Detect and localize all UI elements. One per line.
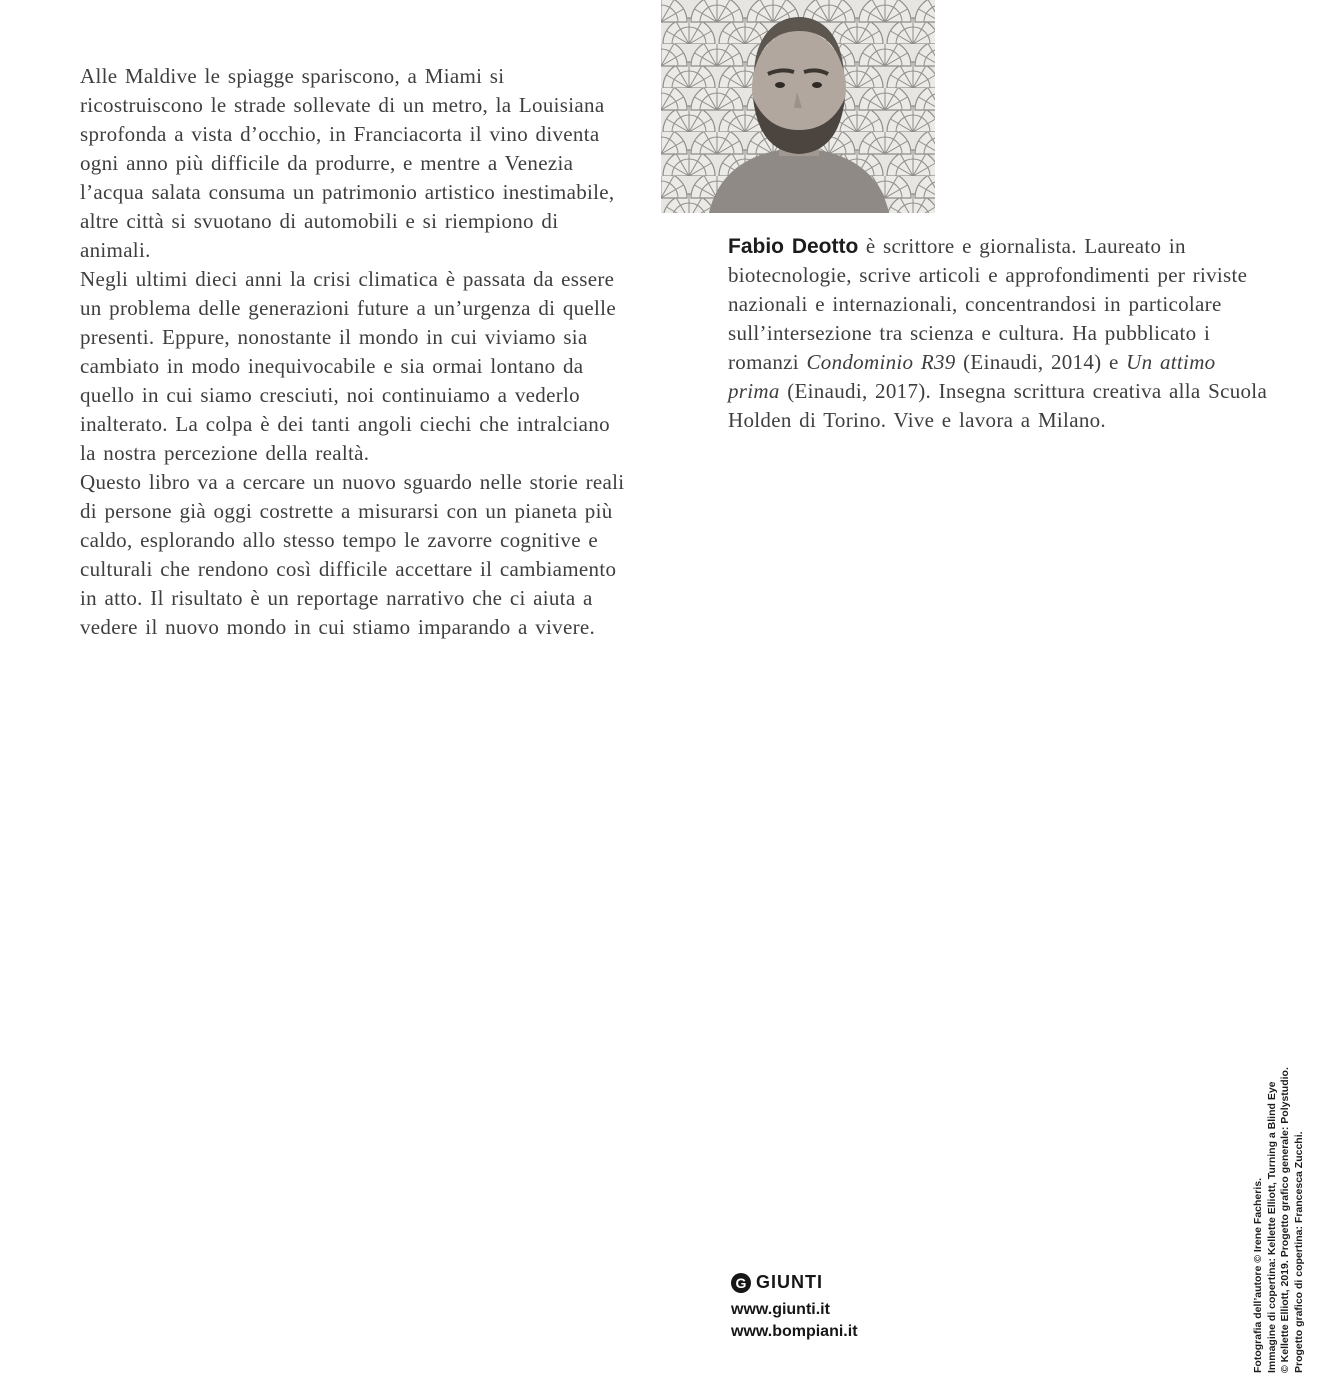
bio-segment: (Einaudi, 2014) e: [955, 350, 1127, 374]
author-bio: [728, 232, 1268, 435]
description-paragraph: Negli ultimi dieci anni la crisi climatica è passata da essere un problema delle generazioni future a un’urgenza di quelle presenti. Eppure, nonostante il mondo in cui viviamo sia cambiato in modo inequivocabile e sia ormai lontano da quello in cui siamo cresciuti, noi continuiamo a vederlo inalterato. La colpa è dei tanti angoli ciechi che intralciano la nostra percezione della realtà.: [80, 267, 616, 465]
publisher-footer: [731, 1272, 858, 1343]
credit-line: Progetto grafico di copertina: Francesca Zucchi.: [1292, 1131, 1305, 1373]
description-paragraph: Alle Maldive le spiagge spariscono, a Miami si ricostruiscono le strade sollevate di un metro, la Louisiana sprofonda a vista d’occhio, in Franciacorta il vino diventa ogni anno più difficile da produrre, e mentre a Venezia l’acqua salata consuma un patrimonio artistico inestimabile, altre città si svuotano di automobili e si riempiono di animali.: [80, 64, 615, 262]
credit-line: Fotografia dell’autore © Irene Facheris.: [1252, 1177, 1264, 1373]
publisher-name: GIUNTI: [756, 1272, 823, 1292]
publisher-logo-icon: G: [731, 1273, 751, 1293]
publisher-logo: [731, 1272, 858, 1293]
publisher-url-giunti: www.giunti.it: [731, 1301, 830, 1318]
credits-vertical: [1252, 1043, 1308, 1373]
description-paragraph: Questo libro va a cercare un nuovo sguardo nelle storie reali di persone già oggi costrette a misurarsi con un pianeta più caldo, esplorando allo stesso tempo le zavorre cognitive e culturali che rendono così difficile accettare il cambiamento in atto. Il risultato è un reportage narrativo che ci aiuta a vedere il nuovo mondo in cui stiamo imparando a vivere.: [80, 470, 625, 639]
publisher-url-bompiani: www.bompiani.it: [731, 1323, 858, 1340]
back-flap-description: [80, 62, 625, 642]
bio-segment: Condominio R39: [806, 350, 956, 374]
author-photo: [661, 0, 935, 213]
credit-line: © Kellette Elliott, 2019. Progetto grafico generale: Polystudio.: [1279, 1067, 1291, 1373]
bio-segment: Un attimo prima: [728, 350, 1216, 403]
author-photo-image: [661, 0, 935, 213]
bio-segment: è scrittore e giornalista. Laureato in biotecnologie, scrive articoli e approfondimenti per riviste nazionali e internazionali, concentrandosi in particolare sull’intersezione tra scienza e cultura. Ha pubblicato i romanzi: [728, 234, 1248, 374]
bio-segment: Fabio Deotto: [728, 235, 859, 258]
credit-line: Immagine di copertina: Kellette Elliott, Turning a Blind Eye: [1265, 1081, 1278, 1373]
bio-segment: (Einaudi, 2017). Insegna scrittura creativa alla Scuola Holden di Torino. Vive e lavora a Milano.: [728, 379, 1268, 432]
